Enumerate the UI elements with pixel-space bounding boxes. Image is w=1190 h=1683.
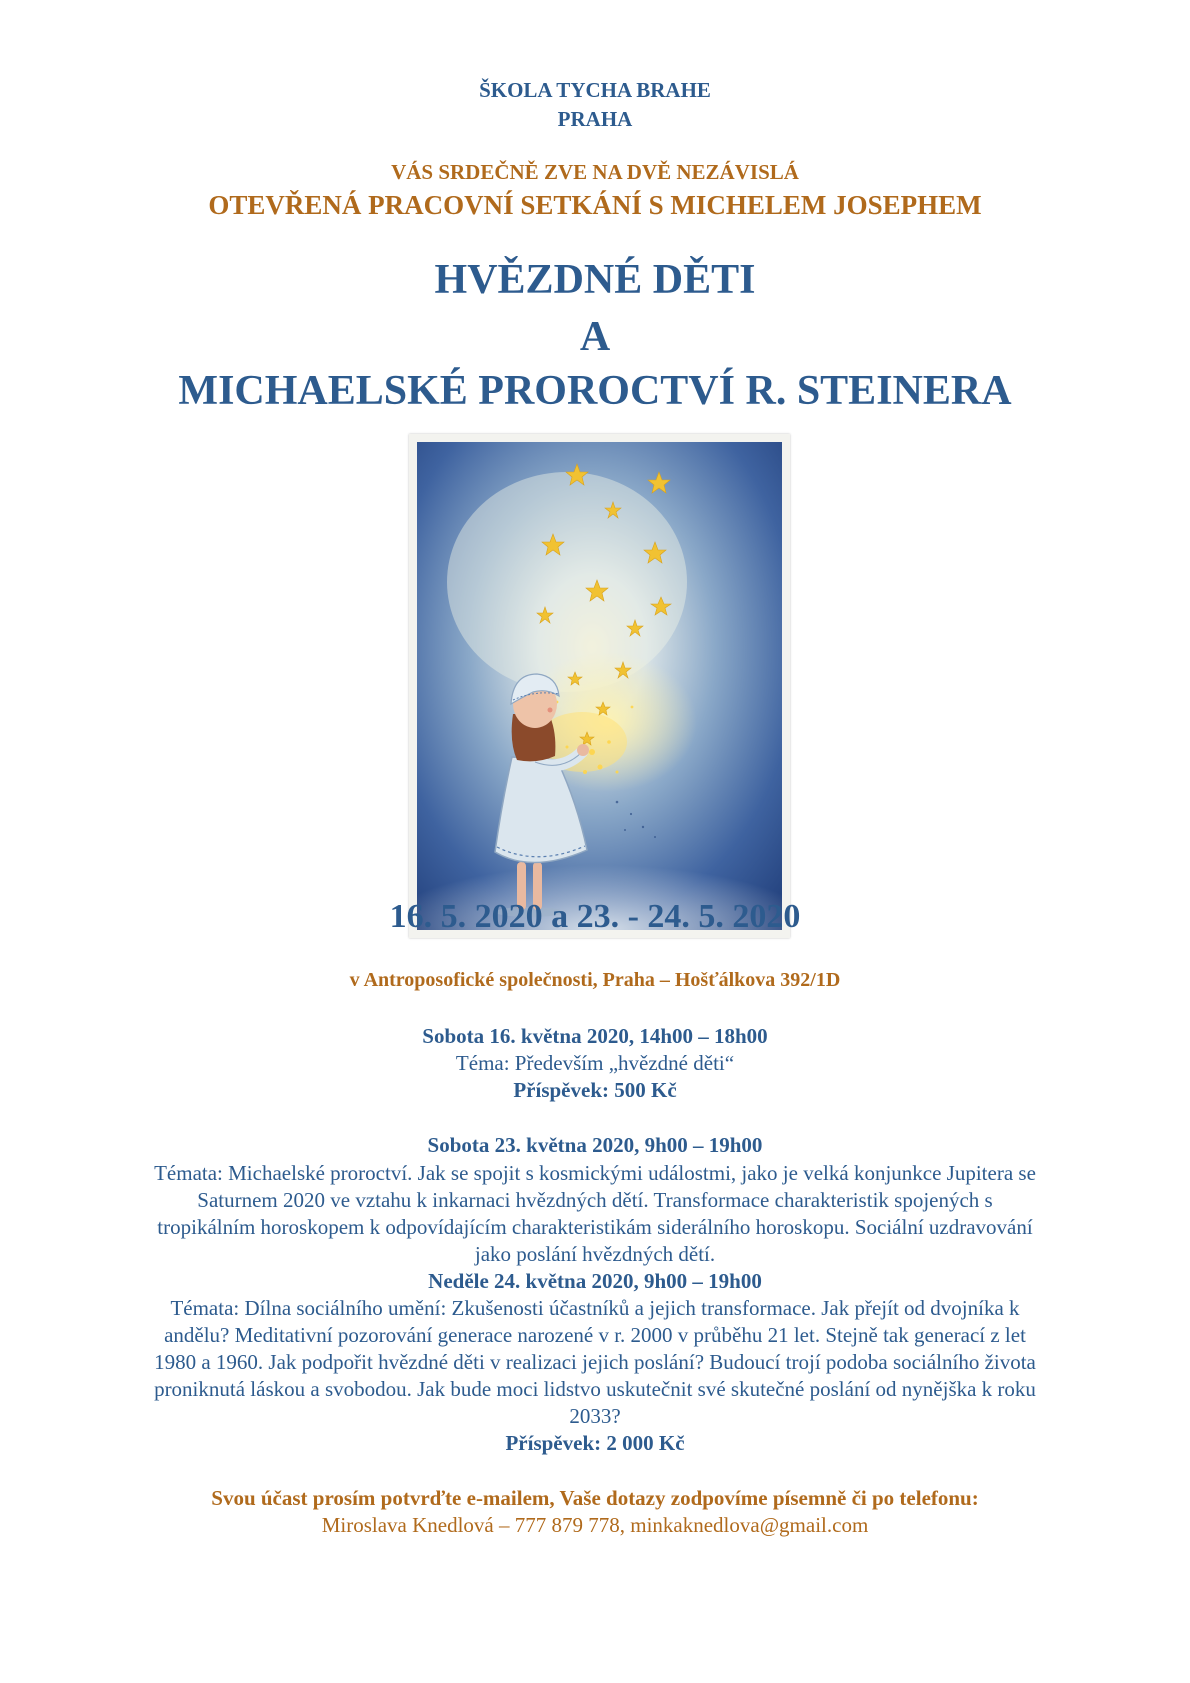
- school-name: ŠKOLA TYCHA BRAHE: [479, 78, 711, 102]
- session-2-topic-line: Témata: Michaelské proroctví. Jak se spojit s kosmickými událostmi, jako je velká konjunkce Jupitera se: [154, 1161, 1036, 1185]
- session-2-topic-line: jako poslání hvězdných dětí.: [474, 1242, 716, 1266]
- child-with-stars-image: [417, 442, 782, 930]
- title-line-2: A: [579, 314, 611, 360]
- event-venue: v Antroposofické společnosti, Praha – Hošťálkova 392/1D: [349, 969, 841, 991]
- invite-line-1: VÁS SRDEČNĚ ZVE NA DVĚ NEZÁVISLÁ: [391, 160, 799, 184]
- session-3-heading: Neděle 24. května 2020, 9h00 – 19h00: [428, 1269, 762, 1293]
- invite-line-2: OTEVŘENÁ PRACOVNÍ SETKÁNÍ S MICHELEM JOSEPHEM: [208, 190, 982, 220]
- session-1-heading: Sobota 16. května 2020, 14h00 – 18h00: [422, 1024, 768, 1048]
- title-line-1: HVĚZDNÉ DĚTI: [434, 257, 756, 303]
- contact-request: Svou účast prosím potvrďte e-mailem, Vaše dotazy zodpovíme písemně či po telefonu:: [211, 1486, 979, 1510]
- title-line-3: MICHAELSKÉ PROROCTVÍ R. STEINERA: [178, 368, 1012, 414]
- session-1-topic: Téma: Především „hvězdné děti“: [455, 1051, 735, 1075]
- session-3-topic-line: Témata: Dílna sociálního umění: Zkušenosti účastníků a jejich transformace. Jak přejít od dvojníka k: [170, 1296, 1020, 1320]
- event-dates: 16. 5. 2020 a 23. - 24. 5. 2020: [389, 898, 801, 935]
- school-city: PRAHA: [557, 107, 633, 131]
- watercolor-illustration: [409, 434, 790, 938]
- session-2-heading: Sobota 23. května 2020, 9h00 – 19h00: [427, 1133, 763, 1157]
- contact-details: Miroslava Knedlová – 777 879 778, minkaknedlova@gmail.com: [321, 1513, 869, 1537]
- session-3-topic-line: 2033?: [569, 1404, 621, 1428]
- session-3-topic-line: proniknutá láskou a svobodou. Jak bude moci lidstvo uskutečnit své skutečné poslání od nynějška k roku: [154, 1377, 1036, 1401]
- session-2-topic-line: tropikálním horoskopem k odpovídajícím charakteristikám siderálního horoskopu. Sociální uzdravování: [157, 1215, 1033, 1239]
- session-3-topic-line: andělu? Meditativní pozorování generace narozené v r. 2000 v průběhu 21 let. Stejně tak generací z let: [164, 1323, 1026, 1347]
- session-2-topic-line: Saturnem 2020 ve vztahu k inkarnaci hvězdných dětí. Transformace charakteristik spojených s: [197, 1188, 993, 1212]
- session-3-topic-line: 1980 a 1960. Jak podpořit hvězdné děti v realizaci jejich poslání? Budoucí trojí podoba sociálního života: [154, 1350, 1036, 1374]
- session-3-fee: Příspěvek: 2 000 Kč: [505, 1431, 685, 1455]
- session-1-fee: Příspěvek: 500 Kč: [513, 1078, 677, 1102]
